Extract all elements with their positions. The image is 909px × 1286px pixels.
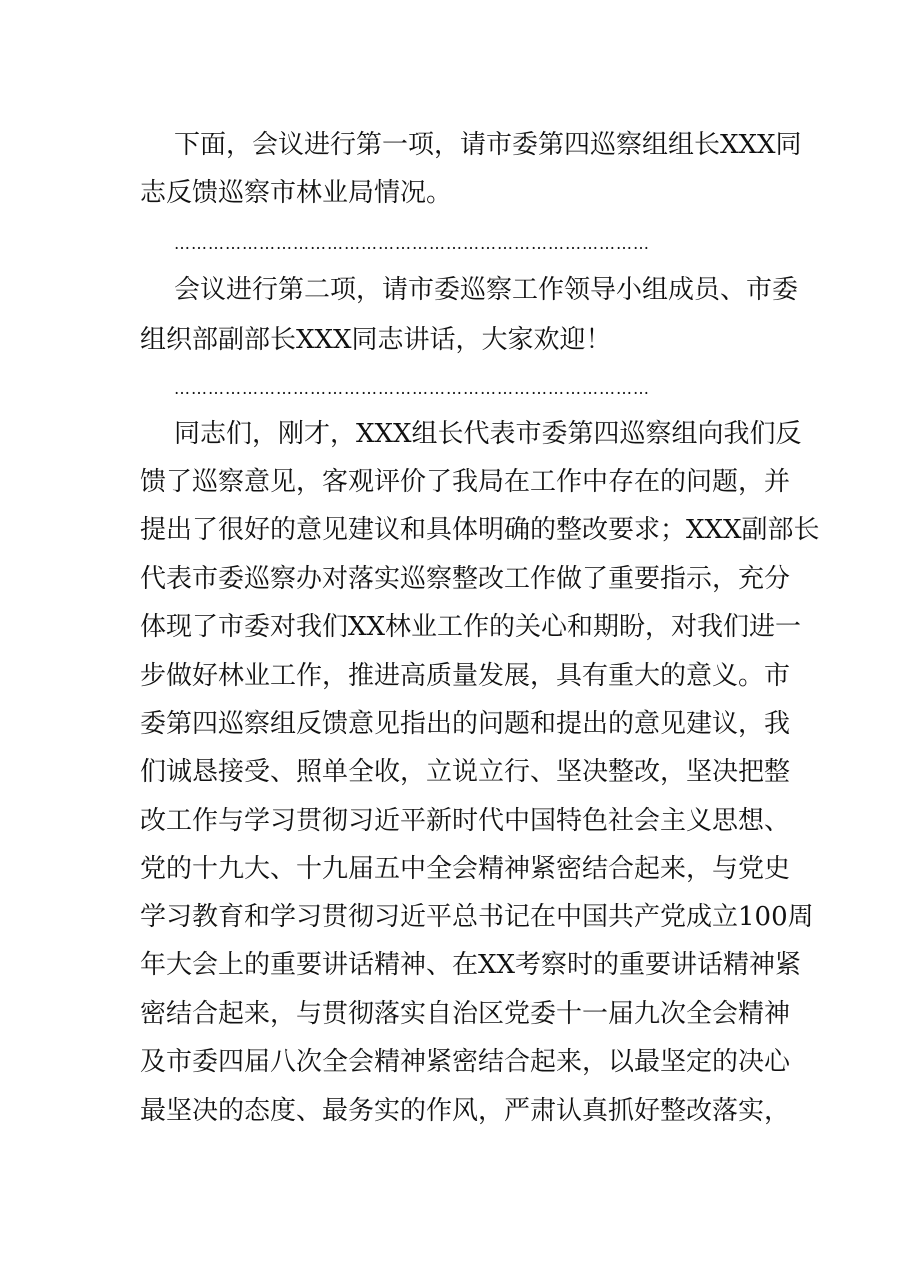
paragraph-3-line-12: 年大会上的重要讲话精神、在XX考察时的重要讲话精神紧	[140, 950, 802, 980]
paragraph-3-line-9: 改工作与学习贯彻习近平新时代中国特色社会主义思想、	[140, 806, 791, 836]
paragraph-1-line-2: 志反馈巡察市林业局情况。	[140, 178, 453, 208]
paragraph-3-line-8: 们诚恳接受、照单全收，立说立行、坚决整改，坚决把整	[140, 757, 791, 787]
paragraph-2-line-2: 组织部副部长XXX同志讲话，大家欢迎！	[140, 325, 612, 355]
ellipsis-separator-2: …………………………………………………………………………	[174, 379, 650, 398]
paragraph-3-line-11: 学习教育和学习贯彻习近平总书记在中国共产党成立100周	[140, 902, 814, 932]
paragraph-3-line-10: 党的十九大、十九届五中全会精神紧密结合起来，与党史	[140, 854, 791, 884]
paragraph-3-line-4: 代表市委巡察办对落实巡察整改工作做了重要指示，充分	[140, 564, 791, 594]
paragraph-3-line-6: 步做好林业工作，推进高质量发展，具有重大的意义。市	[140, 661, 791, 691]
paragraph-1-line-1: 下面，会议进行第一项，请市委第四巡察组组长XXX同	[174, 130, 802, 160]
paragraph-2-line-1: 会议进行第二项，请市委巡察工作领导小组成员、市委	[174, 275, 799, 305]
paragraph-3-line-7: 委第四巡察组反馈意见指出的问题和提出的意见建议，我	[140, 709, 791, 739]
paragraph-3-line-1: 同志们，刚才，XXX组长代表市委第四巡察组向我们反	[174, 419, 802, 449]
paragraph-3-line-2: 馈了巡察意见，客观评价了我局在工作中存在的问题，并	[140, 467, 791, 497]
ellipsis-separator-1: …………………………………………………………………………	[174, 234, 650, 253]
paragraph-3-line-13: 密结合起来，与贯彻落实自治区党委十一届九次全会精神	[140, 999, 791, 1029]
paragraph-3-line-3: 提出了很好的意见建议和具体明确的整改要求；XXX副部长	[140, 515, 820, 545]
paragraph-3-line-5: 体现了市委对我们XX林业工作的关心和期盼，对我们进一	[140, 612, 802, 642]
paragraph-3-line-14: 及市委四届八次全会精神紧密结合起来，以最坚定的决心	[140, 1047, 791, 1077]
paragraph-3-line-15: 最坚决的态度、最务实的作风，严肃认真抓好整改落实，	[140, 1096, 791, 1126]
